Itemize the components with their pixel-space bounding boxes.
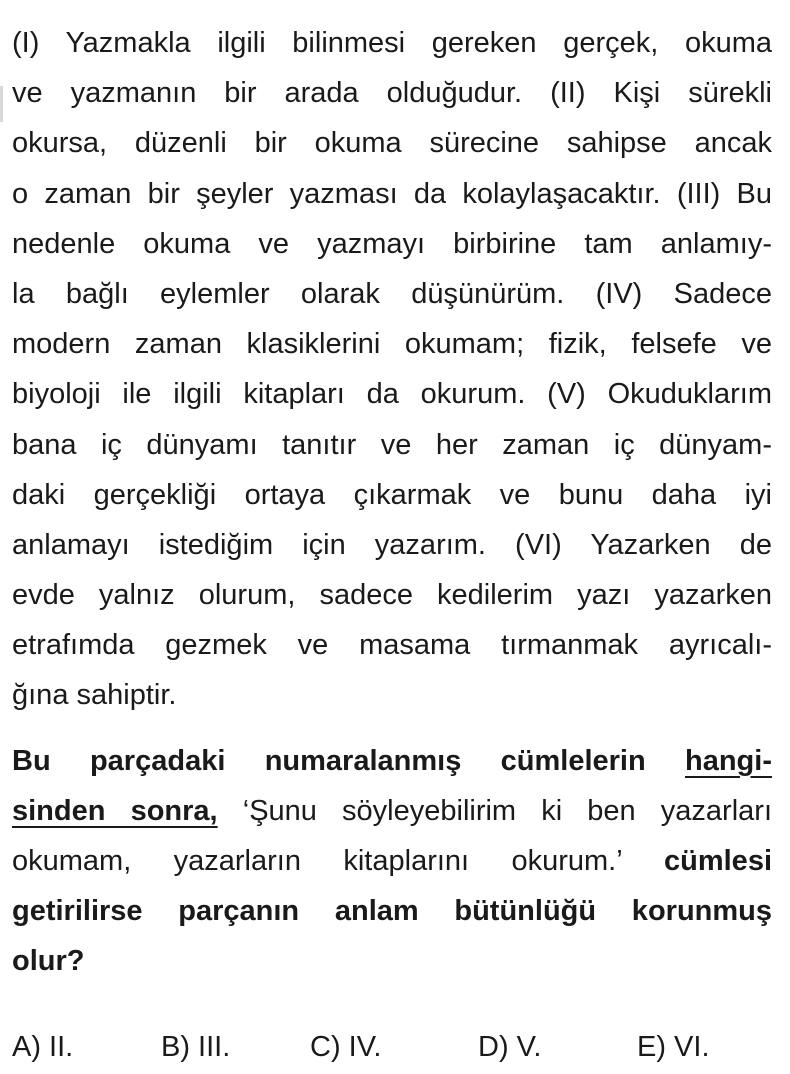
passage-line: bana iç dünyamı tanıtır ve her zaman iç dünyam-	[12, 428, 772, 461]
passage-line: (I) Yazmakla ilgili bilinmesi gereken gerçek, okuma	[12, 27, 772, 59]
margin-mark	[0, 86, 3, 122]
passage-line: anlamayı istediğim için yazarım. (VI) Yazarken de	[12, 528, 772, 561]
quoted-sentence: okumam, yazarların kitaplarını okurum.’	[12, 845, 664, 877]
passage-line: okursa, düzenli bir okuma sürecine sahipse ancak	[12, 127, 772, 160]
passage-line: ğına sahiptir.	[12, 679, 177, 712]
answer-options	[12, 1022, 772, 1072]
passage	[12, 18, 772, 721]
passage-line: la bağlı eylemler olarak düşünürüm. (IV) Sadece	[12, 277, 772, 310]
question-page	[12, 18, 772, 987]
passage-line: ve yazmanın bir arada olduğudur. (II) Kişi sürekli	[12, 77, 772, 110]
quoted-sentence: ‘Şunu söyleyebilirim ki ben yazarları	[217, 794, 772, 827]
passage-line: o zaman bir şeyler yazması da kolaylaşacaktır. (III) Bu	[12, 177, 772, 210]
option-a[interactable]: A) II.	[12, 1031, 74, 1063]
passage-line: modern zaman klasiklerini okumam; fizik, felsefe ve	[12, 328, 772, 361]
question-line	[12, 836, 772, 886]
option-e[interactable]: E) VI.	[637, 1031, 710, 1063]
question-stem	[12, 736, 772, 987]
question-line	[12, 736, 772, 786]
passage-line: daki gerçekliği ortaya çıkarmak ve bunu daha iyi	[12, 478, 772, 511]
passage-line: evde yalnız olurum, sadece kedilerim yazı yazarken	[12, 579, 772, 612]
question-text: Bu parçadaki numaralanmış cümlelerin	[12, 744, 685, 777]
question-text: cümlesi	[664, 845, 772, 877]
question-underlined-text: hangi-	[685, 744, 772, 777]
question-line: olur?	[12, 945, 85, 978]
option-d[interactable]: D) V.	[478, 1031, 542, 1063]
question-line: getirilirse parçanın anlam bütünlüğü korunmuş	[12, 895, 772, 928]
passage-line: etrafımda gezmek ve masama tırmanmak ayrıcalı-	[12, 629, 772, 662]
option-c[interactable]: C) IV.	[310, 1031, 382, 1063]
option-b[interactable]: B) III.	[161, 1031, 231, 1063]
passage-line: nedenle okuma ve yazmayı birbirine tam anlamıy-	[12, 227, 772, 260]
passage-line: biyoloji ile ilgili kitapları da okurum. (V) Okuduklarım	[12, 378, 772, 411]
question-underlined-text: sinden sonra,	[12, 794, 218, 827]
question-line	[12, 786, 772, 836]
